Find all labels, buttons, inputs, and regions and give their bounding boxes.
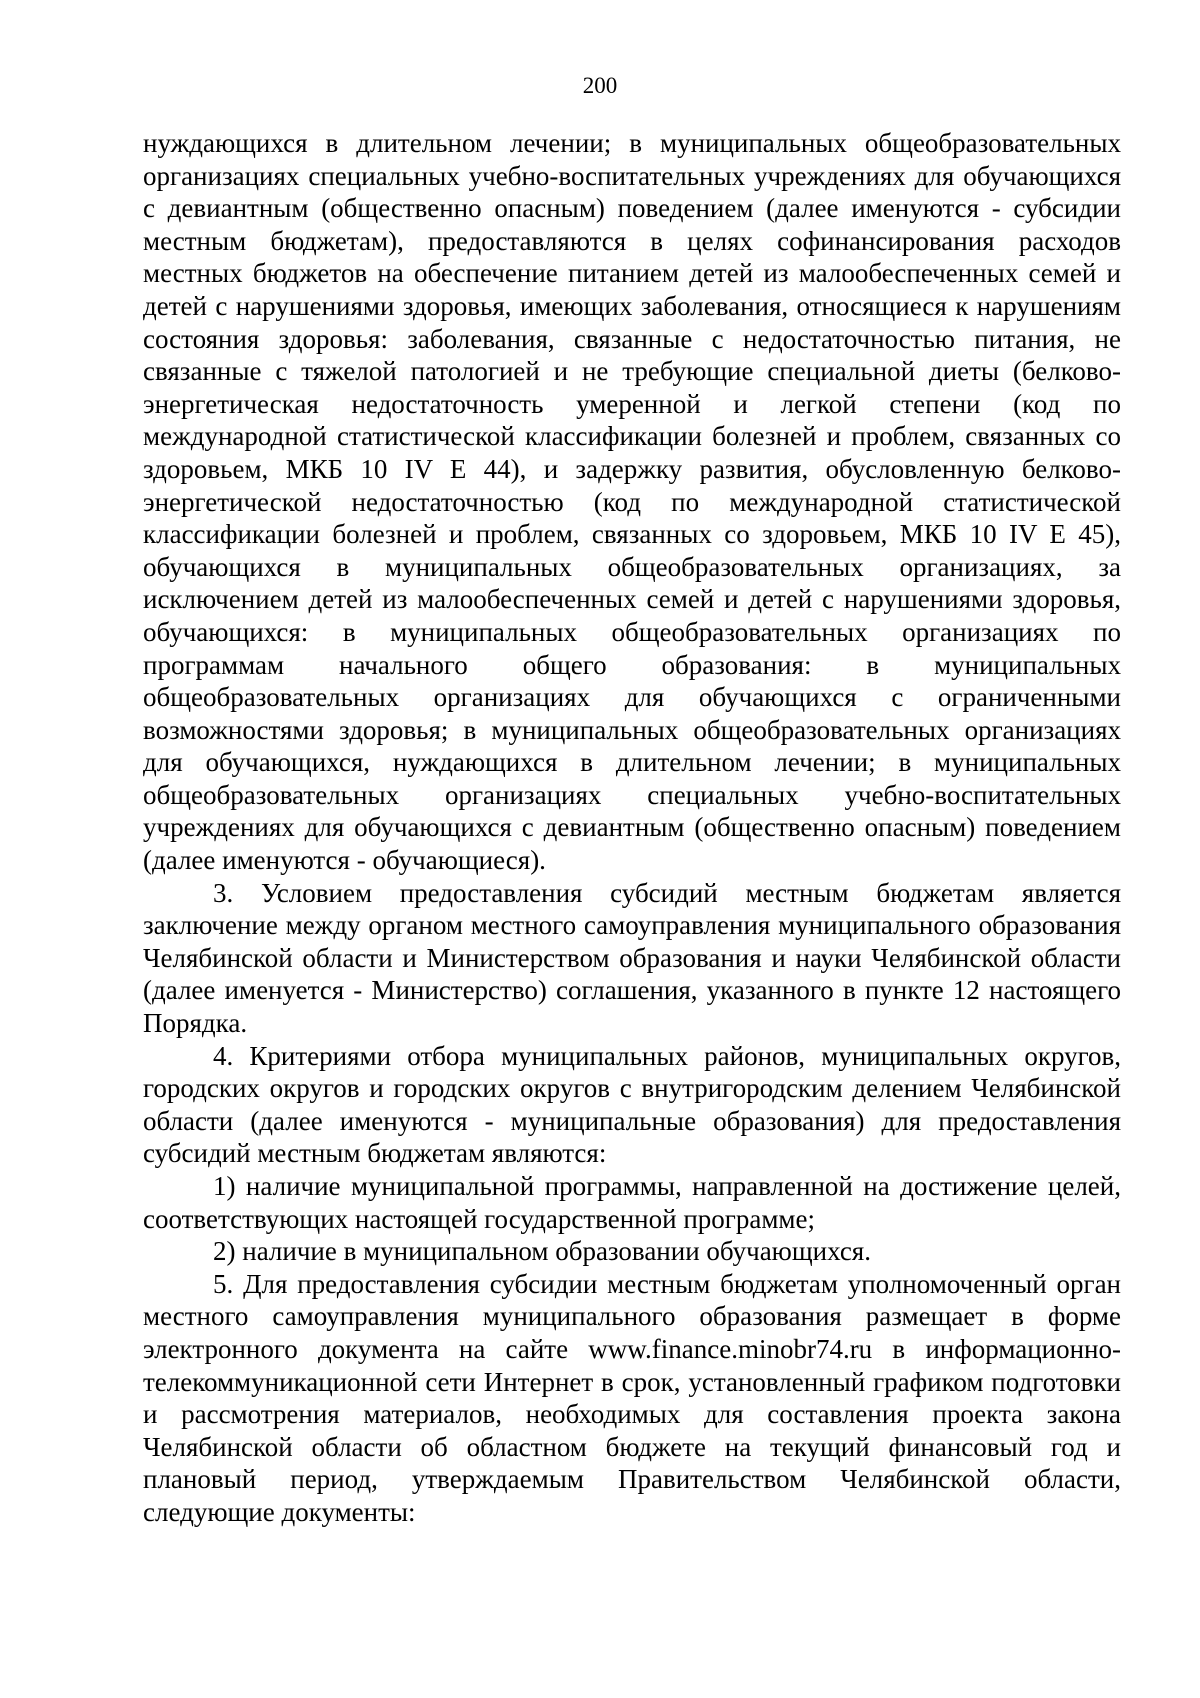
paragraph-subitem-1: 1) наличие муниципальной программы, направленной на достижение целей, соответствующих настоящей государственной программе; [143, 1171, 1121, 1234]
paragraph-item-5: 5. Для предоставления субсидии местным бюджетам уполномоченный орган местного самоуправления муниципального образования размещает в форме электронного документа на сайте www.finance.minobr74.ru в информационно-телекоммуникационной сети Интернет в срок, установленный графиком подготовки и рассмотрения материалов, необходимых для составления проекта закона Челябинской области об областном бюджете на текущий финансовый год и плановый период, утверждаемым Правительством Челябинской области, следующие документы: [143, 1268, 1121, 1527]
paragraph-subitem-2: 2) наличие в муниципальном образовании обучающихся. [213, 1236, 871, 1267]
paragraph-item-3: 3. Условием предоставления субсидий местным бюджетам является заключение между органом местного самоуправления муниципального образования Челябинской области и Министерством образования и науки Челябинской области (далее именуется - Министерство) соглашения, указанного в пункте 12 настоящего Порядка. [143, 877, 1121, 1039]
paragraph-item-4: 4. Критериями отбора муниципальных районов, муниципальных округов, городских округов и городских округов с внутригородским делением Челябинской области (далее именуются - муниципальные образования) для предоставления субсидий местным бюджетам являются: [143, 1040, 1121, 1169]
page-number: 200 [582, 73, 618, 98]
paragraph-continuation: нуждающихся в длительном лечении; в муниципальных общеобразовательных организациях специальных учебно-воспитательных учреждениях для обучающихся с девиантным (общественно опасным) поведением (далее именуются - субсидии местным бюджетам), предоставляются в целях софинансирования расходов местных бюджетов на обеспечение питанием детей из малообеспеченных семей и детей с нарушениями здоровья, имеющих заболевания, относящиеся к нарушениям состояния здоровья: заболевания, связанные с недостаточностью питания, не связанные с тяжелой патологией и не требующие специальной диеты (белково-энергетическая недостаточность умеренной и легкой степени (код по международной статистической классификации болезней и проблем, связанных со здоровьем, МКБ 10 IV Е 44), и задержку развития, обусловленную белково-энергетической недостаточностью (код по международной статистической классификации болезней и проблем, связанных со здоровьем, МКБ 10 IV Е 45), обучающихся в муниципальных общеобразовательных организациях, за исключением детей из малообеспеченных семей и детей с нарушениями здоровья, обучающихся: в муниципальных общеобразовательных организациях по программам начального общего образования: в муниципальных общеобразовательных организациях для обучающихся с ограниченными возможностями здоровья; в муниципальных общеобразовательных организациях для обучающихся, нуждающихся в длительном лечении; в муниципальных общеобразовательных организациях специальных учебно-воспитательных учреждениях для обучающихся с девиантным (общественно опасным) поведением (далее именуются - обучающиеся). [143, 128, 1121, 876]
document-body [143, 127, 1121, 1529]
